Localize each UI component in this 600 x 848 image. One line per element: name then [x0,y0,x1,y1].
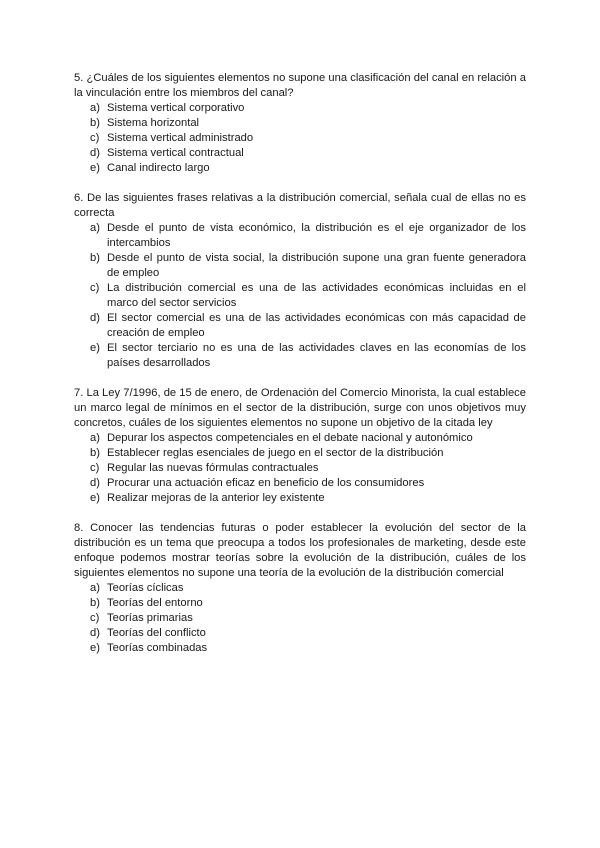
option-text: Procurar una actuación eficaz en beneficio de los consumidores [107,477,425,489]
option-item [74,251,526,281]
option-letter: c) [90,612,100,624]
question-6 [74,191,526,371]
option-text: Sistema vertical corporativo [107,102,245,114]
option-text: Teorías primarias [107,612,193,624]
option-item [74,131,526,146]
option-item [74,161,526,176]
option-letter: c) [90,282,100,294]
option-letter: b) [90,117,100,129]
option-text: Sistema vertical administrado [107,132,254,144]
option-item [74,491,526,506]
option-letter: e) [90,642,100,654]
option-text: Canal indirecto largo [107,162,210,174]
option-letter: e) [90,162,100,174]
option-text: Desde el punto de vista económico, la distribución es el eje organizador de los intercambios [107,222,526,249]
option-item [74,341,526,371]
option-item [74,446,526,461]
question-7 [74,386,526,506]
option-text: El sector terciario no es una de las actividades claves en las economías de los países desarrollados [107,342,526,369]
option-text: Sistema vertical contractual [107,147,244,159]
question-text: 6. De las siguientes frases relativas a la distribución comercial, señala cual de ellas no es correcta [74,192,526,219]
option-item [74,476,526,491]
option-item [74,431,526,446]
question-text: 8. Conocer las tendencias futuras o poder establecer la evolución del sector de la distribución es un tema que preocupa a todos los profesionales de marketing, desde este enfoque podemos mostrar teorías sobre la evolución de la distribución, cuáles de los siguientes elementos no supone una teoría de la evolución de la distribución comercial [74,522,526,579]
option-letter: c) [90,462,100,474]
option-letter: a) [90,102,100,114]
option-letter: d) [90,477,100,489]
option-text: Regular las nuevas fórmulas contractuales [107,462,319,474]
option-text: La distribución comercial es una de las actividades económicas incluidas en el marco del sector servicios [107,282,526,309]
document-page [74,71,526,671]
option-item [74,596,526,611]
option-letter: b) [90,597,100,609]
option-list [74,221,526,371]
option-item [74,221,526,251]
option-letter: b) [90,447,100,459]
option-text: Teorías cíclicas [107,582,184,594]
option-item [74,146,526,161]
option-list [74,431,526,506]
option-letter: a) [90,222,100,234]
option-text: Teorías combinadas [107,642,208,654]
option-letter: d) [90,627,100,639]
option-text: Teorías del conflicto [107,627,206,639]
option-text: Establecer reglas esenciales de juego en el sector de la distribución [107,447,444,459]
option-item [74,461,526,476]
option-item [74,101,526,116]
option-letter: b) [90,252,100,264]
option-text: Depurar los aspectos competenciales en el debate nacional y autonómico [107,432,473,444]
option-letter: c) [90,132,100,144]
option-letter: d) [90,147,100,159]
option-list [74,581,526,656]
question-text: 5. ¿Cuáles de los siguientes elementos no supone una clasificación del canal en relación a la vinculación entre los miembros del canal? [74,72,526,99]
option-letter: e) [90,342,100,354]
option-text: Desde el punto de vista social, la distribución supone una gran fuente generadora de empleo [107,252,526,279]
option-item [74,116,526,131]
option-list [74,101,526,176]
option-item [74,581,526,596]
option-item [74,611,526,626]
option-item [74,626,526,641]
option-item [74,281,526,311]
option-item [74,311,526,341]
option-letter: e) [90,492,100,504]
option-letter: a) [90,582,100,594]
option-letter: d) [90,312,100,324]
option-text: Realizar mejoras de la anterior ley existente [107,492,325,504]
option-text: El sector comercial es una de las actividades económicas con más capacidad de creación de empleo [107,312,526,339]
option-item [74,641,526,656]
question-8 [74,521,526,656]
option-letter: a) [90,432,100,444]
option-text: Teorías del entorno [107,597,203,609]
question-text: 7. La Ley 7/1996, de 15 de enero, de Ordenación del Comercio Minorista, la cual establece un marco legal de mínimos en el sector de la distribución, surge con unos objetivos muy concretos, cuáles de los siguientes elementos no supone un objetivo de la citada ley [74,387,526,429]
option-text: Sistema horizontal [107,117,200,129]
question-5 [74,71,526,176]
